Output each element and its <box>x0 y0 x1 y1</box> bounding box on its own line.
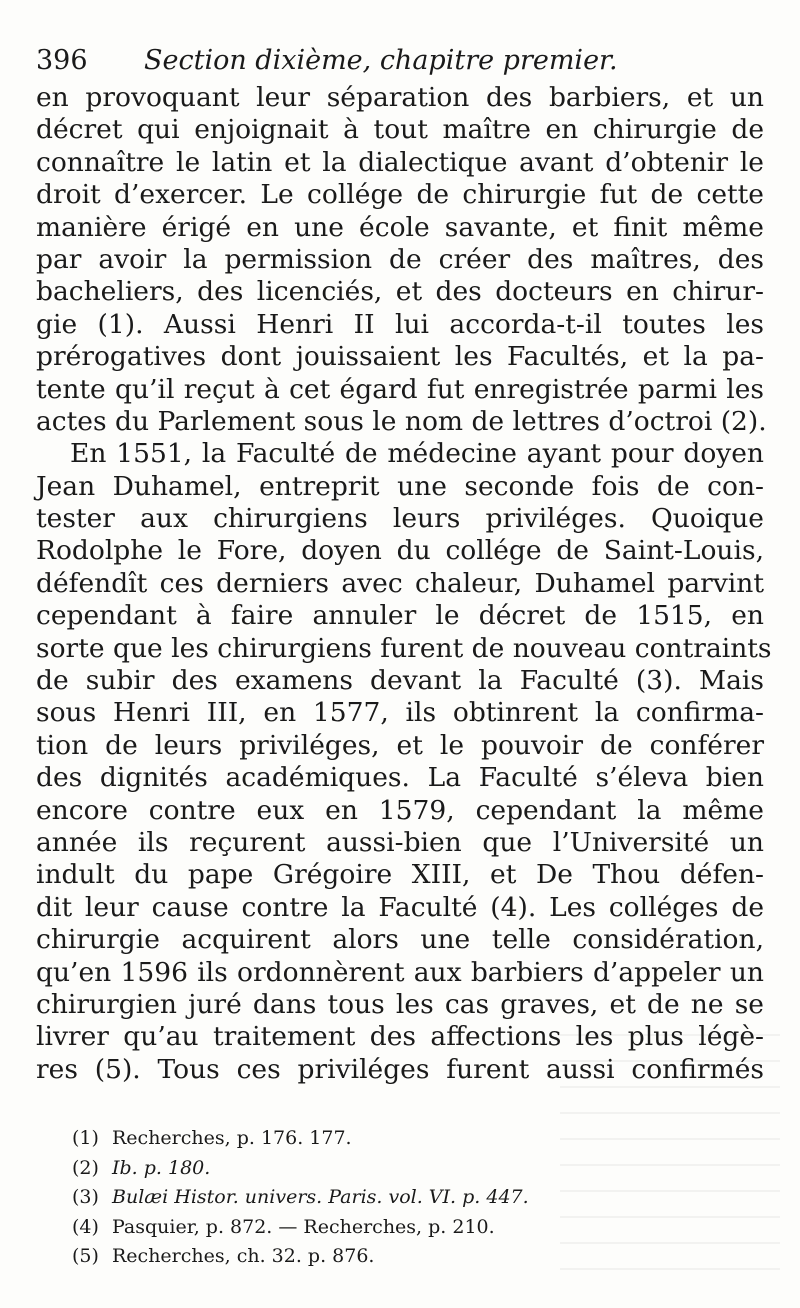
text-line: cependant à faire annuler le décret de 1515, en <box>36 600 764 632</box>
text-line: En 1551, la Faculté de médecine ayant pour doyen <box>70 438 764 470</box>
footnote-number: (5) <box>72 1245 99 1267</box>
text-line: sorte que les chirurgiens furent de nouveau contraints <box>36 632 772 664</box>
text-line: décret qui enjoignait à tout maître en chirurgie de <box>36 114 764 146</box>
text-line: prérogatives dont jouissaient les Facultés, et la pa- <box>36 341 764 373</box>
text-line: qu’en 1596 ils ordonnèrent aux barbiers d’appeler un <box>36 956 764 988</box>
text-line: tente qu’il reçut à cet égard fut enregistrée parmi les <box>36 373 764 405</box>
running-title: Section dixième, chapitre premier. <box>144 45 618 76</box>
text-line: en provoquant leur séparation des barbiers, et un <box>36 82 764 113</box>
footnote <box>72 1124 732 1154</box>
footnote <box>72 1183 732 1213</box>
text-line: défendît ces derniers avec chaleur, Duhamel parvint <box>36 567 764 599</box>
text-line: actes du Parlement sous le nom de lettres d’octroi (2). <box>36 405 767 437</box>
text-line: Jean Duhamel, entreprit une seconde fois de con- <box>36 470 764 502</box>
text-line: connaître le latin et la dialectique avant d’obtenir le <box>36 146 764 178</box>
footnote-text: Bulæi Histor. univers. Paris. vol. VI. p. 447. <box>112 1186 529 1208</box>
text-line: gie (1). Aussi Henri II lui accorda-t-il toutes les <box>36 308 764 340</box>
text-line: chirurgien juré dans tous les cas graves, et de ne se <box>36 988 764 1020</box>
text-line: indult du pape Grégoire XIII, et De Thou défen- <box>36 859 764 891</box>
text-line: manière érigé en une école savante, et finit même <box>36 211 764 243</box>
footnote-text: Recherches, p. 176. 177. <box>112 1127 352 1149</box>
footnote-number: (4) <box>72 1215 99 1238</box>
text-line: livrer qu’au traitement des affections les plus légè- <box>36 1021 764 1053</box>
footnotes <box>72 1124 732 1272</box>
text-line: dit leur cause contre la Faculté (4). Les colléges de <box>36 891 764 923</box>
text-line: par avoir la permission de créer des maîtres, des <box>36 243 764 275</box>
footnote-text: Pasquier, p. 872. — Recherches, p. 210. <box>112 1215 495 1238</box>
text-line: droit d’exercer. Le collége de chirurgie fut de cette <box>36 179 764 211</box>
footnote-text: Recherches, ch. 32. p. 876. <box>112 1245 375 1267</box>
footnote-text: Ib. p. 180. <box>112 1156 211 1179</box>
text-line: de subir des examens devant la Faculté (3). Mais <box>36 665 764 697</box>
text-line: res (5). Tous ces priviléges furent aussi confirmés <box>36 1053 764 1085</box>
page-number: 396 <box>36 45 88 76</box>
text-line: tester aux chirurgiens leurs priviléges. Quoique <box>36 503 764 535</box>
footnote-number: (2) <box>72 1156 99 1179</box>
text-line: sous Henri III, en 1577, ils obtinrent la confirma- <box>36 697 764 729</box>
footnote <box>72 1242 732 1272</box>
main-text <box>36 82 772 1086</box>
text-line: Rodolphe le Fore, doyen du collége de Saint-Louis, <box>36 535 764 567</box>
footnote-number: (3) <box>72 1186 99 1208</box>
footnote <box>72 1154 732 1184</box>
text-line: bacheliers, des licenciés, et des docteurs en chirur- <box>36 276 764 308</box>
text-line: tion de leurs priviléges, et le pouvoir de conférer <box>36 729 764 761</box>
text-line: des dignités académiques. La Faculté s’éleva bien <box>36 762 764 794</box>
footnote-number: (1) <box>72 1127 99 1149</box>
text-line: chirurgie acquirent alors une telle considération, <box>36 924 764 956</box>
footnote <box>72 1213 732 1243</box>
running-head <box>36 44 756 78</box>
text-line: encore contre eux en 1579, cependant la même <box>36 794 764 826</box>
text-line: année ils reçurent aussi-bien que l’Université un <box>36 826 764 858</box>
